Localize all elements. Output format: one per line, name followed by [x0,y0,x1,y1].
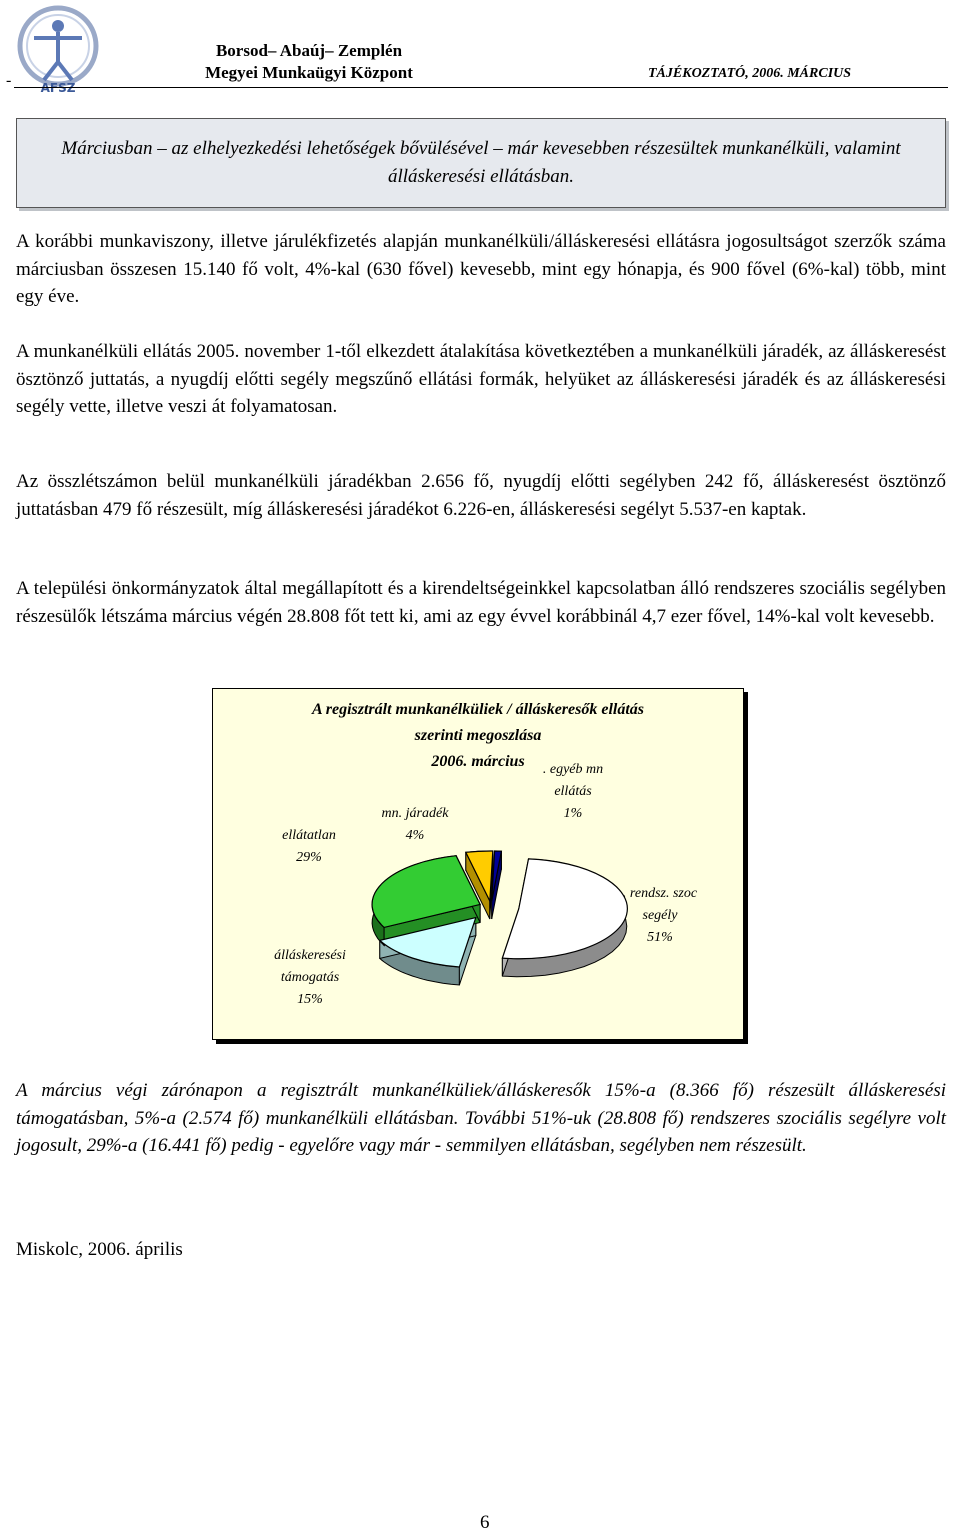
org-name-line2: Megyei Munkaügyi Központ [205,63,413,82]
slice-label-line: álláskeresési [274,948,346,963]
paragraph-4: A települési önkormányzatok által megállapított és a kirendeltségeinkkel kapcsolatban álló rendszeres szociális segélyben részesülők létszáma március végén 28.808 főt tett ki, ami az egy évvel korábbinál 4,7 ezer fővel, 14%-kal volt kevesebb. [16,578,946,627]
slice-label-line: 51% [647,930,673,945]
slice-label-line: . rendsz. szoc [622,886,698,901]
slice-label-rendsz-szoc-segely [605,883,715,949]
page-header [0,0,960,100]
slice-label-ellatatlan [259,825,359,869]
slice-label-allaskeresesi-tamogatas [255,945,365,1011]
header-divider [14,87,948,88]
paragraph-2: A munkanélküli ellátás 2005. november 1-től elkezdett átalakítása következtében a munkanélküli járadék, az álláskeresést ösztönző juttatás, a nyugdíj előtti segély megszűnő ellátási formák, helyüket az álláskeresési járadék és az álláskeresési segély vette, illetve veszi át folyamatosan. [16,341,946,417]
chart-title [213,697,743,775]
report-title: TÁJÉKOZTATÓ, 2006. MÁRCIUS [648,66,852,81]
chart-title-line1: A regisztrált munkanélküliek / álláskeresők ellátás [311,701,645,718]
slice-label-line: 1% [563,806,583,821]
headline-text: Márciusban – az elhelyezkedési lehetőségek bővülésével – már kevesebben részesültek munkanélküli, valamint álláskeresési ellátásban. [61,138,901,187]
slice-label-line: 15% [297,992,323,1007]
chart-title-line2: szerinti megoszlása [414,727,542,744]
summary-paragraph: A március végi zárónapon a regisztrált munkanélküliek/álláskeresők 15%-a (8.366 fő) részesült álláskeresési támogatásban, 5%-a (2.574 fő) munkanélküli ellátásban. További 51%-uk (28.808 fő) rendszeres szociális segélyre volt jogosult, 29%-a (16.441 fő) pedig - egyelőre vagy már - semmilyen ellátásban, segélyben nem részesült. [16,1080,946,1156]
header-dash: - [6,72,12,89]
slice-label-line: 4% [405,828,425,843]
page-number: 6 [480,1512,490,1533]
slice-label-line: ellátatlan [282,828,336,843]
paragraph-1: A korábbi munkaviszony, illetve járulékfizetés alapján munkanélküli/álláskeresési ellátásra jogosultságot szerzők száma márciusban összesen 15.140 fő volt, 4%-kal (630 fővel) kevesebb, mint egy hónapja, és 900 fővel (6%-kal) több, mint egy éve. [16,231,946,307]
svg-text:AFSZ: AFSZ [40,81,76,95]
closing-line: Miskolc, 2006. április [16,1239,183,1260]
chart-title-line3: 2006. március [431,753,525,770]
slice-label-line: segély [642,908,678,923]
headline-box [16,118,946,208]
slice-label-line: 29% [296,850,322,865]
slice-label-egyeb-mn-ellatas [523,759,623,825]
slice-label-mn-jaradek [365,803,465,847]
pie-chart [212,688,744,1040]
afsz-logo [14,4,102,96]
slice-label-line: . egyéb mn [542,762,604,777]
org-name [186,40,432,84]
paragraph-3: Az összlétszámon belül munkanélküli járadékban 2.656 fő, nyugdíj előtti segélyben 242 fő, álláskeresést ösztönző juttatásban 479 fő részesült, míg álláskeresési járadékot 6.226-en, álláskeresési segélyt 5.537-en kaptak. [16,471,946,520]
slice-label-line: mn. járadék [381,806,449,821]
slice-label-line: ellátás [554,784,592,799]
org-name-line1: Borsod– Abaúj– Zemplén [215,41,403,60]
slice-label-line: támogatás [280,970,340,985]
